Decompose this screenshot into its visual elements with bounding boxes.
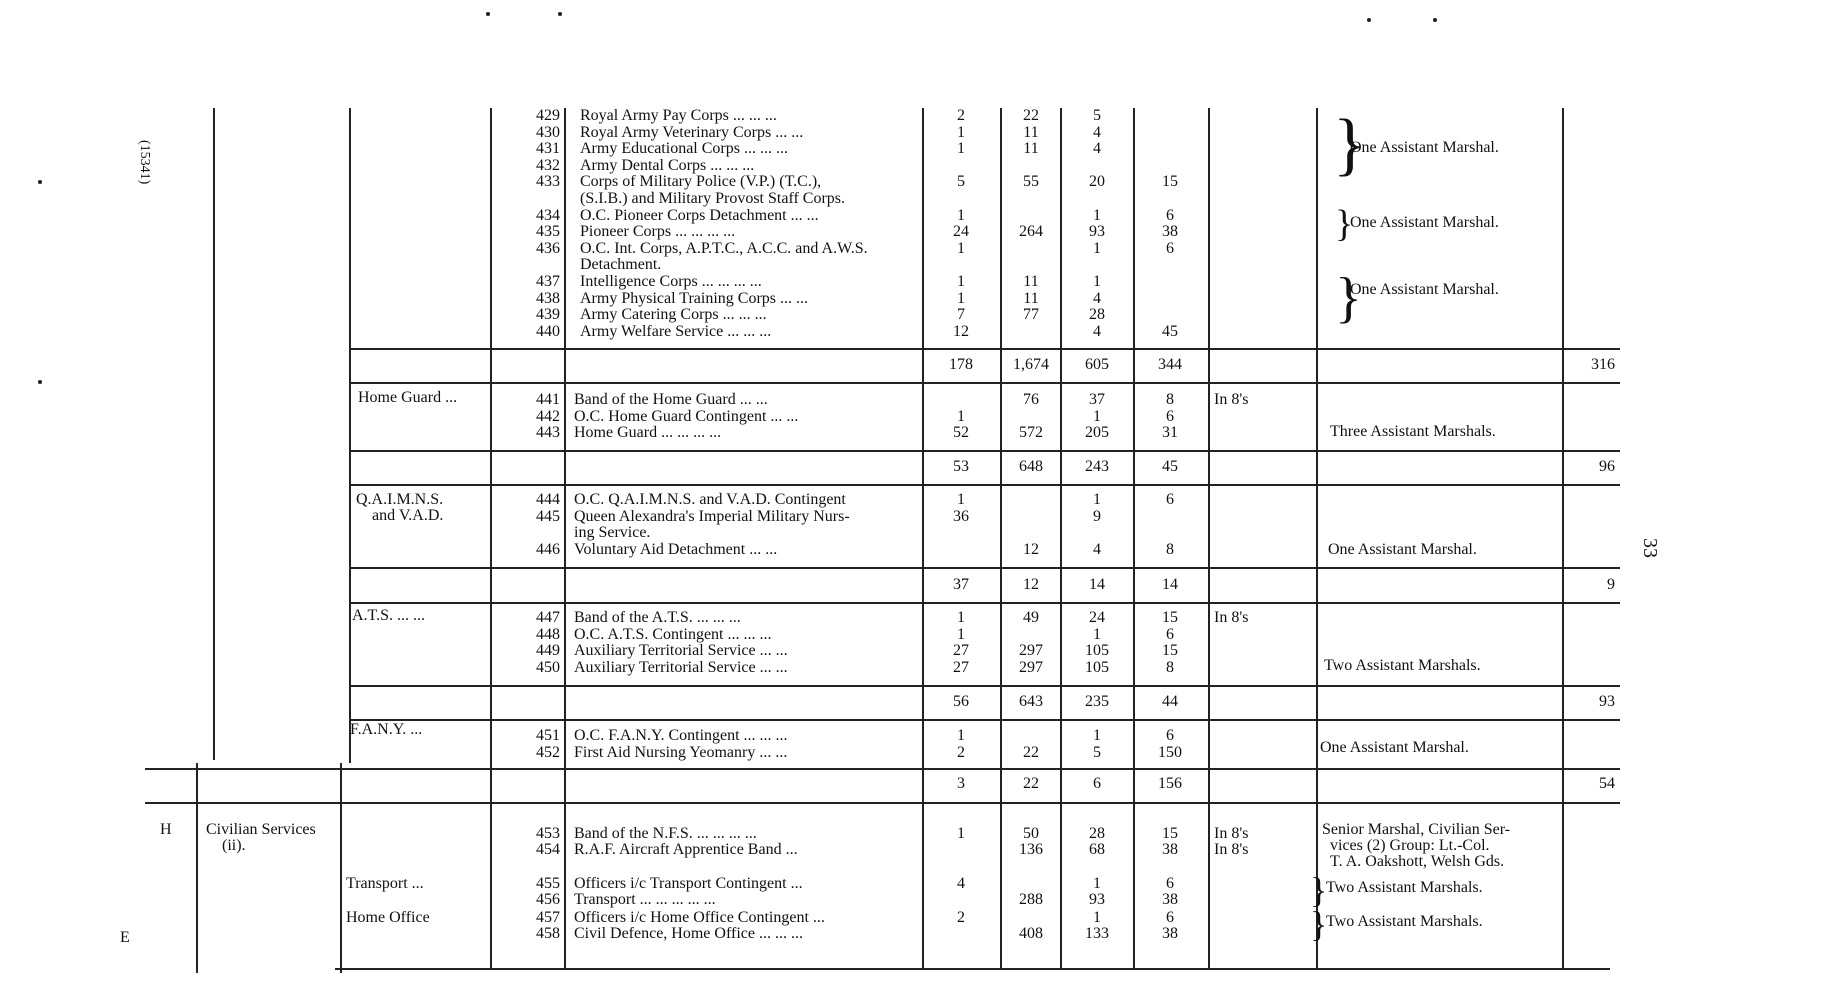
total-c3: 6 (1093, 775, 1101, 792)
unit-name: Transport ... ... ... ... ... (574, 891, 716, 908)
marshal-note: Three Assistant Marshals. (1330, 423, 1496, 440)
other-ranks-count: 24 (1089, 609, 1105, 626)
officers-count: 2 (957, 743, 965, 761)
total-last: 316 (1591, 356, 1615, 373)
unit-name: Pioneer Corps ... ... ... ... (580, 223, 736, 241)
entry-number: 448 (536, 625, 560, 643)
total-c4: 156 (1158, 775, 1182, 792)
unit-name: Royal Army Veterinary Corps ... ... (580, 123, 804, 141)
other-ranks-count: 1 (1093, 727, 1101, 744)
ranks-count: 45 (1162, 322, 1178, 340)
other-ranks-count: 205 (1085, 424, 1109, 442)
entry-number: 454 (536, 841, 560, 858)
section-title: (ii). (222, 837, 246, 854)
ranks-count: 6 (1166, 909, 1174, 926)
band-count: 50 (1023, 825, 1039, 842)
ranks-count: 150 (1158, 743, 1182, 761)
marshal-note: One Assistant Marshal. (1320, 739, 1469, 756)
ranks-count: 38 (1162, 925, 1178, 942)
officers-count: 1 (957, 625, 965, 643)
row-rule (349, 567, 1620, 569)
officers-count: 1 (957, 123, 965, 141)
group-label: Q.A.I.M.N.S. (356, 491, 444, 508)
entry-number: 439 (536, 306, 560, 324)
entry-number: 437 (536, 273, 560, 290)
unit-name: Home Guard ... ... ... ... (574, 424, 722, 442)
row-rule (349, 382, 1620, 384)
unit-name: Royal Army Pay Corps ... ... ... (580, 107, 777, 124)
band-count: 11 (1023, 289, 1039, 307)
marshal-note: Two Assistant Marshals. (1324, 657, 1481, 674)
column-rule (1208, 108, 1210, 968)
ranks-count: 6 (1166, 727, 1174, 744)
other-ranks-count: 4 (1093, 322, 1101, 340)
group-label: Transport ... (346, 875, 424, 892)
section-letter: H (160, 821, 172, 838)
other-ranks-count: 105 (1085, 658, 1109, 676)
unit-name: O.C. F.A.N.Y. Contingent ... ... ... (574, 727, 788, 744)
other-ranks-count: 4 (1093, 140, 1101, 158)
total-c3: 235 (1085, 693, 1109, 710)
row-rule (145, 768, 1620, 770)
unit-name: Band of the A.T.S. ... ... ... (574, 609, 741, 626)
print-speck (558, 12, 562, 16)
total-c1: 56 (953, 693, 969, 710)
other-ranks-count: 1 (1093, 239, 1101, 257)
entry-number: 432 (536, 156, 560, 174)
total-c3: 243 (1085, 458, 1109, 475)
total-c1: 53 (953, 458, 969, 475)
officers-count: 5 (957, 173, 965, 191)
total-c4: 45 (1162, 458, 1178, 475)
row-rule (349, 484, 1620, 486)
entry-number: 458 (536, 925, 560, 942)
other-ranks-count: 1 (1093, 206, 1101, 224)
unit-name: O.C. Home Guard Contingent ... ... (574, 407, 799, 425)
section-title: Civilian Services (206, 821, 316, 838)
group-label: A.T.S. ... ... (352, 607, 426, 624)
total-c1: 178 (949, 356, 973, 373)
total-c1: 37 (953, 576, 969, 593)
entry-number: 456 (536, 891, 560, 908)
unit-name: O.C. Int. Corps, A.P.T.C., A.C.C. and A.W.S. (580, 239, 868, 257)
ranks-count: 6 (1166, 491, 1174, 508)
marshal-note: vices (2) Group: Lt.-Col. (1330, 837, 1490, 854)
entry-number: 442 (536, 407, 560, 425)
officers-count: 7 (957, 306, 965, 324)
brace: } (1310, 870, 1328, 910)
band-count: 49 (1023, 609, 1039, 626)
brace: } (1310, 904, 1328, 944)
unit-name: First Aid Nursing Yeomanry ... ... (574, 743, 788, 761)
unit-name: Army Welfare Service ... ... ... (580, 322, 772, 340)
brace: } (1333, 106, 1367, 183)
band-count: 22 (1023, 107, 1039, 124)
entry-number: 455 (536, 875, 560, 892)
officers-count: 1 (957, 239, 965, 257)
officers-count: 1 (957, 407, 965, 425)
officers-count: 24 (953, 223, 969, 241)
band-count: 408 (1019, 925, 1043, 942)
ranks-count: 38 (1162, 223, 1178, 241)
band-count: 136 (1019, 841, 1043, 858)
other-ranks-count: 9 (1093, 507, 1101, 525)
officers-count: 4 (957, 875, 965, 892)
other-ranks-count: 28 (1089, 825, 1105, 842)
entry-number: 441 (536, 391, 560, 408)
ranks-count: 15 (1162, 609, 1178, 626)
band-count: 77 (1023, 306, 1039, 324)
entry-number: 440 (536, 322, 560, 340)
ranks-count: 6 (1166, 239, 1174, 257)
unit-name: O.C. Pioneer Corps Detachment ... ... (580, 206, 819, 224)
print-speck (38, 380, 42, 384)
band-count: 11 (1023, 140, 1039, 158)
other-ranks-count: 5 (1093, 107, 1101, 124)
unit-name: Army Physical Training Corps ... ... (580, 289, 809, 307)
other-ranks-count: 5 (1093, 743, 1101, 761)
ranks-count: 15 (1162, 642, 1178, 660)
other-ranks-count: 28 (1089, 306, 1105, 324)
total-c3: 605 (1085, 356, 1109, 373)
row-rule (349, 450, 1620, 452)
officers-count: 2 (957, 909, 965, 926)
entry-number: 447 (536, 609, 560, 626)
other-ranks-count: 1 (1093, 909, 1101, 926)
other-ranks-count: 4 (1093, 540, 1101, 558)
ranks-count: 38 (1162, 841, 1178, 858)
band-count: 264 (1019, 223, 1043, 241)
ranks-count: 31 (1162, 424, 1178, 442)
other-ranks-count: 1 (1093, 273, 1101, 290)
officers-count: 1 (957, 491, 965, 508)
formation-note: In 8's (1214, 391, 1249, 408)
marshal-note: One Assistant Marshal. (1328, 541, 1477, 558)
ranks-count: 6 (1166, 206, 1174, 224)
total-c2: 643 (1019, 693, 1043, 710)
ranks-count: 6 (1166, 407, 1174, 425)
band-count: 76 (1023, 391, 1039, 408)
group-label: F.A.N.Y. ... (350, 721, 423, 738)
total-last: 54 (1599, 775, 1615, 792)
total-last: 93 (1599, 693, 1615, 710)
formation-note: In 8's (1214, 825, 1249, 842)
row-rule (349, 719, 1620, 721)
officers-count: 52 (953, 424, 969, 442)
officers-count: 1 (957, 825, 965, 842)
entry-number: 453 (536, 825, 560, 842)
marshal-note: Two Assistant Marshals. (1326, 913, 1483, 930)
band-count: 12 (1023, 540, 1039, 558)
total-c3: 14 (1089, 576, 1105, 593)
total-c4: 14 (1162, 576, 1178, 593)
other-ranks-count: 4 (1093, 289, 1101, 307)
unit-name: Corps of Military Police (V.P.) (T.C.), (580, 173, 822, 191)
other-ranks-count: 93 (1089, 891, 1105, 908)
unit-name: Auxiliary Territorial Service ... ... (574, 658, 788, 676)
row-rule (349, 348, 1620, 350)
total-last: 96 (1599, 458, 1615, 475)
entry-number: 443 (536, 424, 560, 442)
group-label: Home Office (346, 909, 430, 926)
other-ranks-count: 133 (1085, 925, 1109, 942)
officers-count: 1 (957, 206, 965, 224)
column-rule (1316, 108, 1318, 968)
ranks-count: 15 (1162, 173, 1178, 191)
brace: } (1335, 267, 1362, 329)
row-rule (145, 802, 1620, 804)
ranks-count: 15 (1162, 825, 1178, 842)
band-count: 288 (1019, 891, 1043, 908)
other-ranks-count: 20 (1089, 173, 1105, 191)
unit-name: Voluntary Aid Detachment ... ... (574, 540, 778, 558)
entry-number: 431 (536, 140, 560, 158)
entry-number: 433 (536, 173, 560, 191)
print-speck (1433, 18, 1437, 22)
page-number: 33 (1639, 538, 1661, 558)
ranks-count: 8 (1166, 658, 1174, 676)
print-speck (1367, 18, 1371, 22)
total-last: 9 (1607, 576, 1615, 593)
marshal-note: One Assistant Marshal. (1350, 214, 1499, 231)
unit-name: Auxiliary Territorial Service ... ... (574, 642, 788, 660)
column-rule (196, 763, 198, 973)
marshal-note: One Assistant Marshal. (1350, 281, 1499, 298)
brace: } (1335, 203, 1354, 245)
entry-number: 452 (536, 743, 560, 761)
other-ranks-count: 68 (1089, 841, 1105, 858)
marshal-note: One Assistant Marshal. (1350, 139, 1499, 156)
unit-name: Intelligence Corps ... ... ... ... (580, 273, 762, 290)
unit-name: Queen Alexandra's Imperial Military Nurs- (574, 507, 850, 525)
entry-number: 450 (536, 658, 560, 676)
band-count: 297 (1019, 658, 1043, 676)
group-label: and V.A.D. (372, 507, 444, 524)
other-ranks-count: 1 (1093, 625, 1101, 643)
print-speck (38, 180, 42, 184)
entry-number: 435 (536, 223, 560, 241)
formation-note: In 8's (1214, 841, 1249, 858)
formation-note: In 8's (1214, 609, 1249, 626)
unit-name: (S.I.B.) and Military Provost Staff Corps. (580, 190, 846, 207)
unit-name: O.C. A.T.S. Contingent ... ... ... (574, 625, 772, 643)
entry-number: 457 (536, 909, 560, 926)
column-rule (922, 108, 924, 968)
unit-name: Detachment. (580, 256, 662, 274)
total-c4: 44 (1162, 693, 1178, 710)
unit-name: Army Educational Corps ... ... ... (580, 140, 788, 158)
officers-count: 2 (957, 107, 965, 124)
marshal-note: Senior Marshal, Civilian Ser- (1322, 821, 1511, 838)
marshal-note: Two Assistant Marshals. (1326, 879, 1483, 896)
group-label: Home Guard ... (358, 389, 458, 406)
band-count: 572 (1019, 424, 1043, 442)
ranks-count: 6 (1166, 875, 1174, 892)
entry-number: 451 (536, 727, 560, 744)
unit-name: ing Service. (574, 524, 651, 542)
marshal-note: T. A. Oakshott, Welsh Gds. (1330, 853, 1505, 870)
total-c2: 1,674 (1013, 356, 1049, 373)
total-c2: 22 (1023, 775, 1039, 792)
unit-name: Army Catering Corps ... ... ... (580, 306, 767, 324)
column-rule (564, 108, 566, 968)
unit-name: Civil Defence, Home Office ... ... ... (574, 925, 803, 942)
print-speck (486, 12, 490, 16)
other-ranks-count: 4 (1093, 123, 1101, 141)
ranks-count: 8 (1166, 391, 1174, 408)
entry-number: 446 (536, 540, 560, 558)
unit-name: Army Dental Corps ... ... ... (580, 156, 755, 174)
row-rule (335, 968, 1610, 970)
column-rule (213, 108, 215, 760)
band-count: 22 (1023, 743, 1039, 761)
unit-name: Officers i/c Transport Contingent ... (574, 875, 803, 892)
column-rule (490, 108, 492, 968)
unit-name: R.A.F. Aircraft Apprentice Band ... (574, 841, 798, 858)
other-ranks-count: 1 (1093, 407, 1101, 425)
band-count: 11 (1023, 123, 1039, 141)
entry-number: 430 (536, 123, 560, 141)
unit-name: O.C. Q.A.I.M.N.S. and V.A.D. Contingent (574, 491, 846, 508)
officers-count: 1 (957, 609, 965, 626)
margin-code: (15341) (137, 140, 152, 185)
ranks-count: 8 (1166, 540, 1174, 558)
officers-count: 12 (953, 322, 969, 340)
total-c1: 3 (957, 775, 965, 792)
other-ranks-count: 1 (1093, 491, 1101, 508)
entry-number: 449 (536, 642, 560, 660)
band-count: 297 (1019, 642, 1043, 660)
officers-count: 27 (953, 658, 969, 676)
total-c2: 648 (1019, 458, 1043, 475)
total-c2: 12 (1023, 576, 1039, 593)
ranks-count: 38 (1162, 891, 1178, 908)
total-c4: 344 (1158, 356, 1182, 373)
entry-number: 429 (536, 107, 560, 124)
row-rule (349, 685, 1620, 687)
band-count: 55 (1023, 173, 1039, 191)
officers-count: 36 (953, 507, 969, 525)
officers-count: 27 (953, 642, 969, 660)
unit-name: Band of the N.F.S. ... ... ... ... (574, 825, 757, 842)
unit-name: Band of the Home Guard ... ... (574, 391, 768, 408)
entry-number: 436 (536, 239, 560, 257)
officers-count: 1 (957, 140, 965, 158)
column-rule (1562, 108, 1564, 968)
column-rule (349, 108, 351, 763)
entry-number: 434 (536, 206, 560, 224)
other-ranks-count: 93 (1089, 223, 1105, 241)
column-rule (340, 763, 342, 973)
ranks-count: 6 (1166, 625, 1174, 643)
entry-number: 444 (536, 491, 560, 508)
entry-number: 438 (536, 289, 560, 307)
officers-count: 1 (957, 289, 965, 307)
officers-count: 1 (957, 727, 965, 744)
other-ranks-count: 105 (1085, 642, 1109, 660)
band-count: 11 (1023, 273, 1039, 290)
other-ranks-count: 1 (1093, 875, 1101, 892)
row-rule (349, 602, 1620, 604)
margin-letter: E (120, 929, 130, 946)
entry-number: 445 (536, 507, 560, 525)
other-ranks-count: 37 (1089, 391, 1105, 408)
officers-count: 1 (957, 273, 965, 290)
unit-name: Officers i/c Home Office Contingent ... (574, 909, 825, 926)
